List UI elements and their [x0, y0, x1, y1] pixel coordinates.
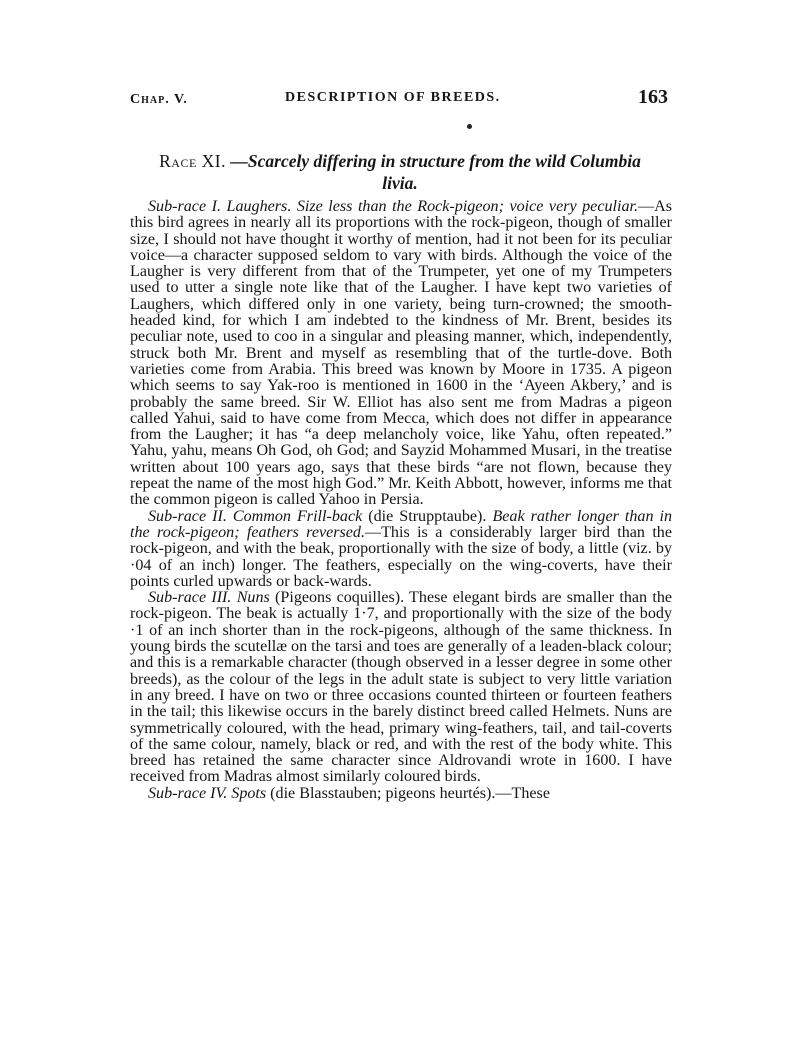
paragraph-text: (Pigeons coquilles). These elegant birds are smaller than the rock-pigeon. The beak is actually 1·7, and proportionally with the size of the body ·1 of an inch shorter than in the rock-pigeons, although of the same thickness. In young birds the scutellæ on the tarsi and toes are generally of a leaden-black colour; and this is a remarkable character (though observed in a lesser degree in some other breeds), as the colour of the legs in the adult state is subject to very little variation in any breed. I have on two or three occasions counted thirteen or fourteen feathers in the tail; this likewise occurs in the barely distinct breed called Helmets. Nuns are symmetrically coloured, with the head, primary wing-feathers, tail, and tail-coverts of the same colour, namely, black or red, and with the rest of the body white. This breed has retained the same character since Aldrovandi wrote in 1600. I have received from Madras almost similarly coloured birds. [130, 589, 673, 786]
subrace-characters: Beak rather longer than in the rock-pigeon; feathers reversed. [130, 507, 673, 541]
section-heading [150, 150, 650, 194]
paragraph-text: (die Strupptaube). [362, 507, 493, 525]
subrace-heading: Sub-race II. Common Frill-back [148, 507, 363, 525]
paragraph-nuns [130, 590, 672, 786]
paragraph-text: —As this bird agrees in nearly all its proportions with the rock-pigeon, though of smaller size, I should not have thought it worthy of mention, had it not been for its peculiar voice—a character supposed seldom to vary with birds. Although the voice of the Laugher is very different from that of the Trumpeter, yet one of my Trumpeters used to utter a single note like that of the Laugher. I have kept two varieties of Laughers, which differed only in one variety, being turn-crowned; the smooth-headed kind, for which I am indebted to the kindness of Mr. Brent, besides its peculiar note, used to coo in a singular and pleasing manner, which, independently, struck both Mr. Brent and myself as resembling that of the turtle-dove. Both varieties come from Arabia. This breed was known by Moore in 1735. A pigeon which seems to say Yak-roo is mentioned in 1600 in the ‘Ayeen Akbery,’ and is probably the same breed. Sir W. Elliot has also sent me from Madras a pigeon called Yahui, said to have come from Mecca, which does not differ in appearance from the Laugher; it has “a deep melancholy voice, like Yahu, often repeated.” Yahu, yahu, means Oh God, oh God; and Sayzid Mohammed Musari, in the treatise written about 100 years ago, says that these birds “are not flown, because they repeat the name of the most high God.” Mr. Keith Abbott, however, informs me that the common pigeon is called Yahoo in Persia. [130, 198, 672, 509]
paragraph-spots [130, 786, 672, 802]
race-label: Race XI. [159, 151, 227, 171]
running-head [130, 88, 670, 118]
ornament-dot [467, 124, 472, 129]
chapter-label: Chap. V. [130, 92, 188, 107]
page-number: 163 [638, 86, 668, 108]
race-subtitle: —Scarcely differing in structure from the wild Columbia livia. [230, 151, 641, 193]
paragraph-laughers [130, 199, 672, 509]
paragraph-text: (die Blasstauben; pigeons heurtés).—These [266, 784, 550, 802]
subrace-heading: Sub-race I. Laughers. Size less than the Rock-pigeon; voice very peculiar. [148, 198, 639, 215]
body-text [130, 199, 672, 802]
running-title: DESCRIPTION OF BREEDS. [285, 90, 501, 105]
subrace-heading: Sub-race IV. Spots [148, 784, 267, 802]
paragraph-frill-back [130, 509, 672, 590]
subrace-heading: Sub-race III. Nuns [148, 589, 270, 607]
paragraph-text: —This is a considerably larger bird than the rock-pigeon, and with the beak, proportionally with the size of body, a little (viz. by ·04 of an inch) longer. The feathers, especially on the wing-coverts, have their points curled upwards or back-wards. [130, 523, 672, 590]
